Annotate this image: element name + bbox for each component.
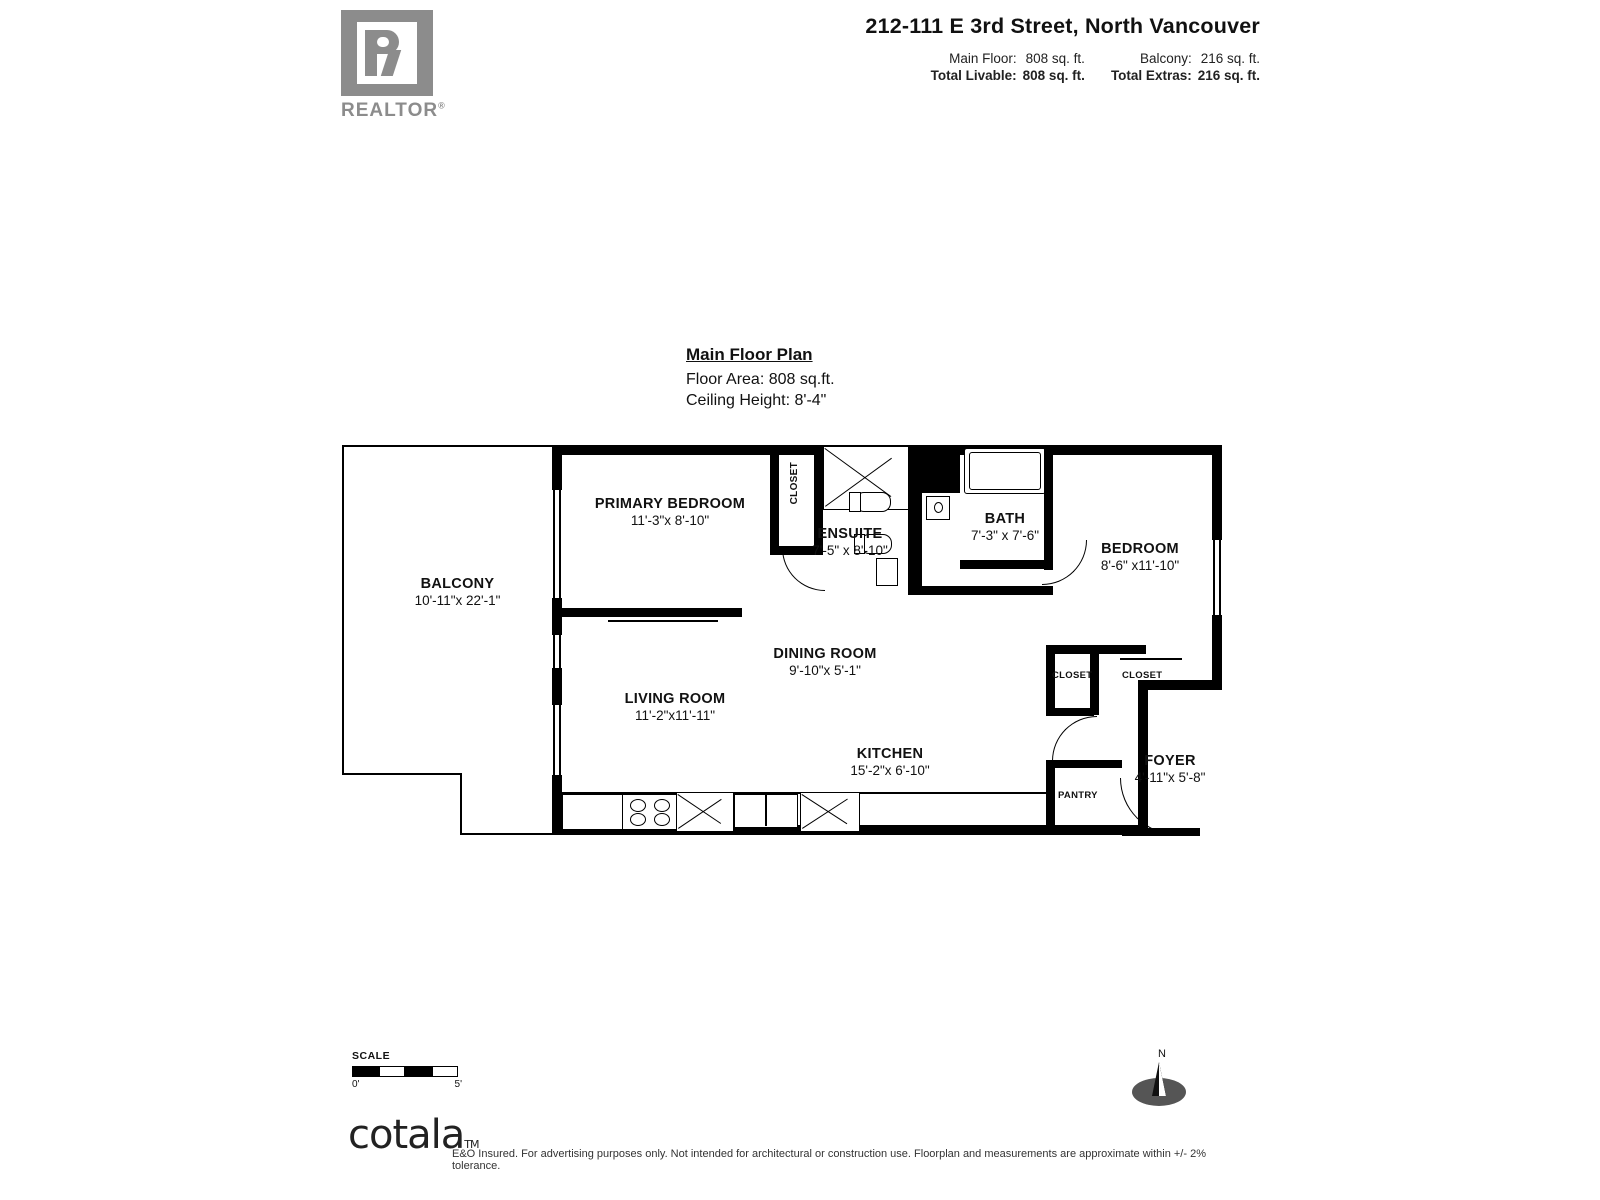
burner-2 [654, 799, 670, 812]
wall-right-jog [1138, 680, 1222, 690]
kitchen-cabinet-1 [562, 794, 624, 830]
area-value-total-extras: 216 sq. ft. [1197, 68, 1260, 83]
balcony-wall-bottom-1 [342, 773, 462, 775]
scale-seg-1 [352, 1066, 379, 1077]
room-dims-kitchen: 15'-2"x 6'-10" [850, 763, 930, 779]
room-dims-ensuite: 7'-5" x 8'-10" [812, 543, 888, 559]
scale-seg-4 [432, 1066, 459, 1077]
label-closet-right: CLOSET [1122, 670, 1163, 681]
pantry-wall-left [1046, 760, 1055, 835]
plan-ceiling-height: Ceiling Height: 8'-4" [686, 392, 827, 410]
burner-1 [630, 799, 646, 812]
room-name-bedroom: BEDROOM [1101, 541, 1179, 557]
room-label-primary-bedroom [570, 495, 770, 530]
room-name-kitchen: KITCHEN [856, 746, 924, 762]
room-dims-living-room: 11'-2"x11'-11" [634, 708, 716, 724]
room-label-ensuite [770, 525, 930, 560]
door-arc-closet-left [1052, 716, 1097, 761]
wall-ensuite-bath [908, 445, 922, 595]
pantry-wall-top [1046, 760, 1122, 768]
scale-start: 0' [352, 1079, 360, 1090]
label-closet-left: CLOSET [1052, 670, 1093, 681]
compass-icon [1128, 1048, 1198, 1112]
burner-3 [630, 813, 646, 826]
scale-title: SCALE [352, 1050, 391, 1062]
area-value-total-livable: 808 sq. ft. [1022, 68, 1085, 83]
area-label-main-floor: Main Floor: [949, 51, 1017, 66]
label-pantry: PANTRY [1058, 790, 1098, 801]
room-dims-bath: 7'-3" x 7'-6" [970, 528, 1039, 544]
balcony-wall-bottom-2 [460, 833, 555, 835]
area-label-balcony: Balcony: [1139, 51, 1192, 66]
scale-endpoints [352, 1079, 462, 1090]
area-value-main-floor: 808 sq. ft. [1025, 51, 1085, 66]
scale-end: 5' [454, 1079, 462, 1090]
room-name-primary-bedroom: PRIMARY BEDROOM [594, 496, 746, 512]
room-label-living-room [585, 690, 765, 725]
room-name-balcony: BALCONY [420, 576, 495, 592]
realtor-logo-trademark: ® [438, 100, 446, 111]
room-dims-dining-room: 9'-10"x 5'-1" [789, 663, 861, 679]
room-dims-bedroom: 8'-6" x11'-10" [1100, 558, 1180, 574]
room-label-foyer [1120, 752, 1220, 787]
plan-floor-area: Floor Area: 808 sq.ft. [686, 371, 835, 388]
slider-track [608, 620, 718, 622]
label-closet-primary: CLOSET [789, 462, 800, 505]
plan-heading [686, 345, 1106, 411]
window-line-e [553, 705, 555, 775]
slider-panel [608, 612, 668, 614]
room-dims-primary-bedroom: 11'-3"x 8'-10" [630, 513, 710, 529]
balcony-wall-left [342, 445, 344, 775]
toilet-tank-ensuite [849, 492, 861, 512]
plan-heading-title: Main Floor Plan [686, 345, 813, 364]
realtor-logo-text [341, 100, 446, 122]
realtor-logo [341, 10, 446, 130]
room-label-bath [940, 510, 1070, 545]
room-name-foyer: FOYER [1144, 753, 1196, 769]
room-name-ensuite: ENSUITE [817, 526, 883, 542]
area-row [931, 50, 1260, 67]
bathtub-inner [969, 452, 1041, 490]
room-dims-balcony: 10'-11"x 22'-1" [414, 593, 501, 609]
burner-4 [654, 813, 670, 826]
room-dims-foyer: 4'-11"x 5'-8" [1134, 770, 1206, 786]
room-label-bedroom [1060, 540, 1220, 575]
realtor-logo-mark [341, 10, 433, 96]
room-label-balcony [350, 575, 565, 610]
scale-seg-3 [405, 1066, 432, 1077]
disclaimer-text: E&O Insured. For advertising purposes only. Not intended for architectural or construction use. Floorplan and measurements are approximate within +/- 2% tolerance. [452, 1148, 1206, 1172]
balcony-wall-top [342, 445, 562, 447]
area-row [931, 67, 1260, 84]
area-value-balcony: 216 sq. ft. [1200, 51, 1260, 66]
balcony-wall-step [460, 773, 462, 835]
scale-bar-graphic [352, 1066, 458, 1078]
realtor-logo-word: REALTOR [341, 100, 439, 121]
sink-divider [765, 794, 767, 826]
brand-trademark: TM [464, 1138, 479, 1151]
closet-left-bottom [1046, 708, 1094, 716]
floor-plan [330, 430, 1250, 860]
area-label-total-extras: Total Extras: [1110, 68, 1192, 83]
window-line-f [559, 705, 561, 775]
wall-nib-2 [552, 668, 562, 682]
room-label-dining-room [730, 645, 920, 680]
scale-seg-2 [379, 1066, 406, 1077]
area-summary [760, 50, 1260, 84]
wall-bath-lower [908, 586, 1053, 595]
room-name-living-room: LIVING ROOM [624, 691, 726, 707]
scale-bar [352, 1050, 492, 1090]
wall-bath-bottom [960, 560, 1053, 569]
room-label-kitchen [800, 745, 980, 780]
room-name-bath: BATH [984, 511, 1026, 527]
brand-name: cotala [348, 1112, 465, 1158]
room-name-dining-room: DINING ROOM [773, 646, 877, 662]
kitchen-range [622, 794, 678, 830]
page-title: 212-111 E 3rd Street, North Vancouver [865, 14, 1260, 38]
compass-north-label: N [1158, 1048, 1166, 1060]
sink-bath [876, 558, 898, 586]
closet-right-shelf [1120, 658, 1182, 660]
area-label-total-livable: Total Livable: [930, 68, 1017, 83]
